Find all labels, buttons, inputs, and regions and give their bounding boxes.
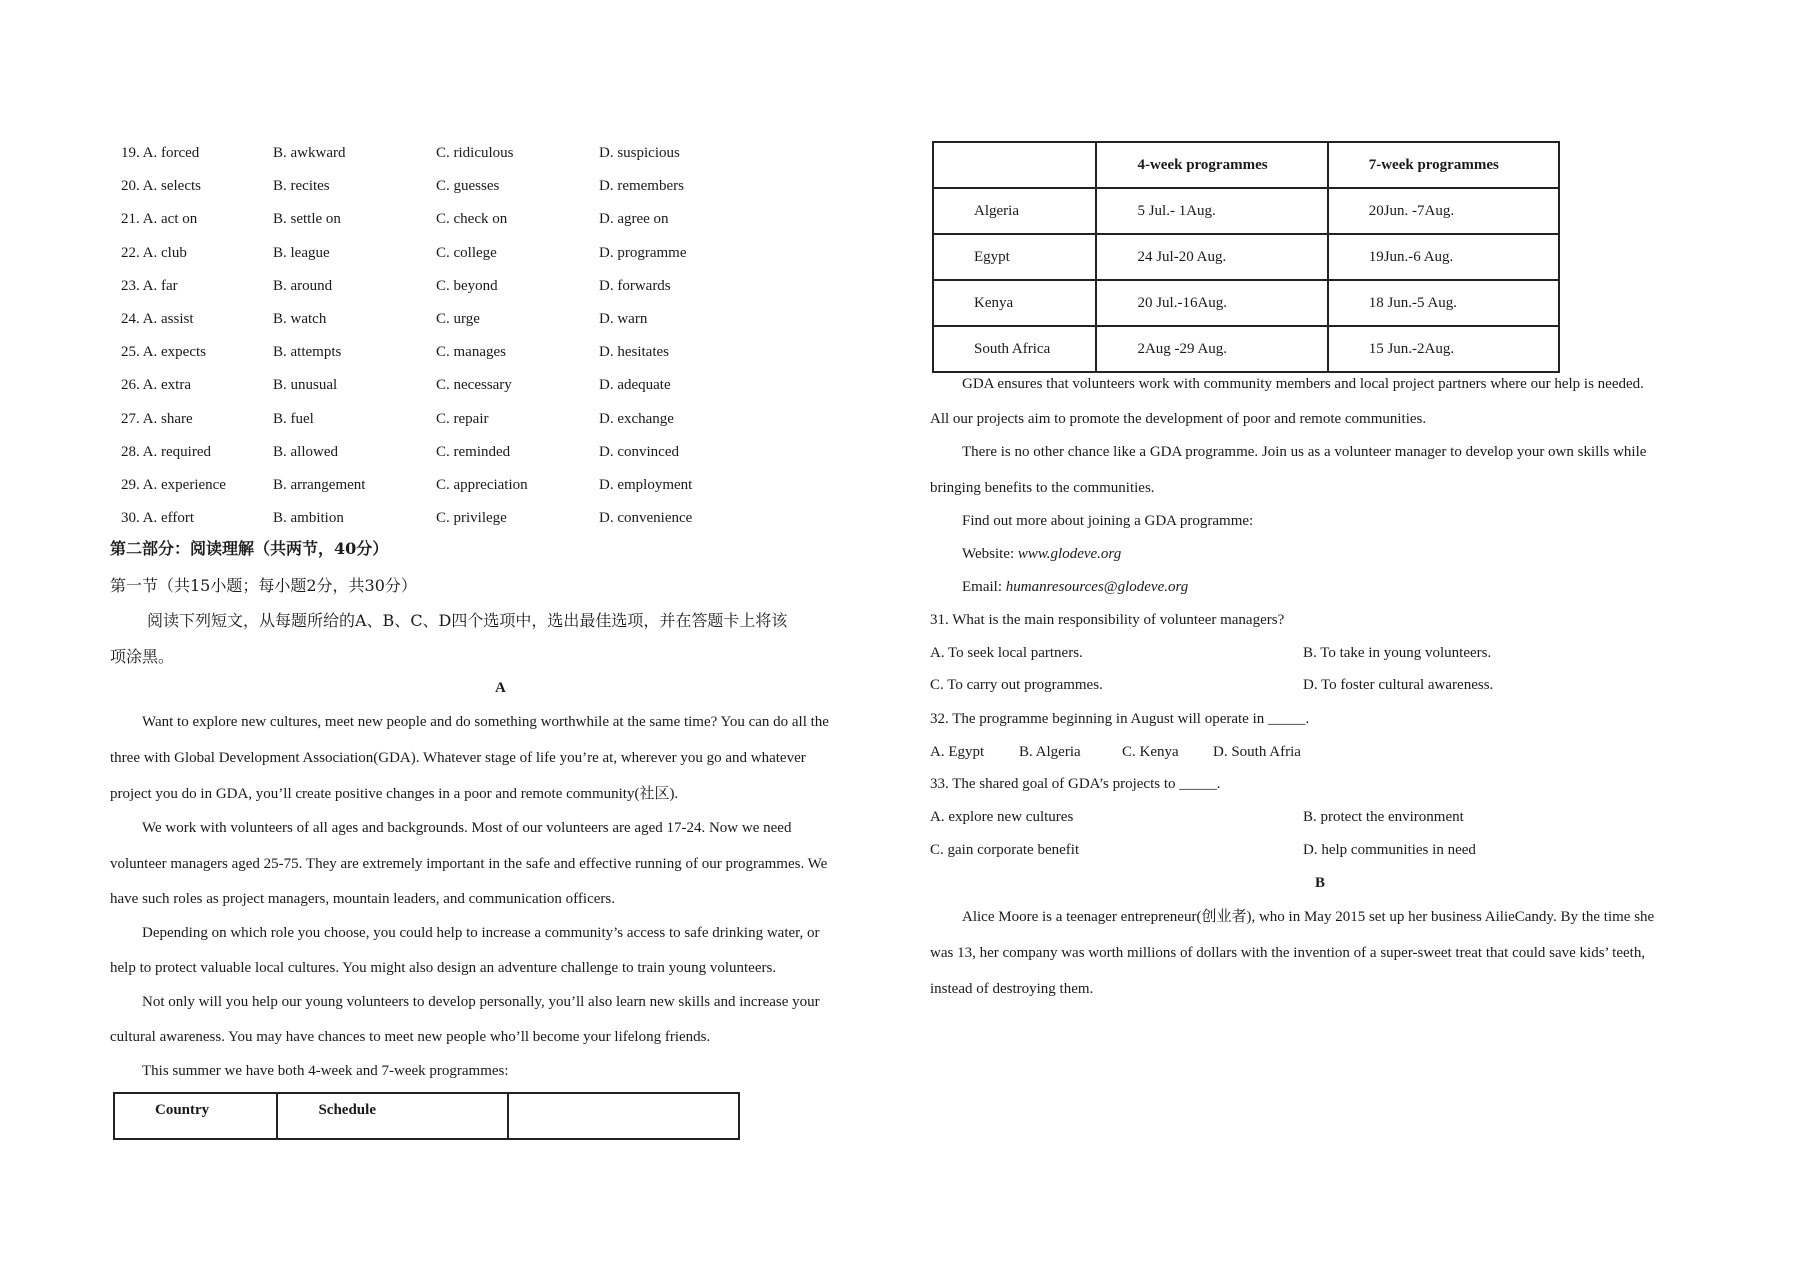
- question-31: 31. What is the main responsibility of volunteer managers?: [930, 612, 1285, 628]
- option-choice: D. adequate: [599, 377, 671, 394]
- option-choice: D. agree on: [599, 211, 669, 228]
- table-cell: Kenya: [933, 280, 1096, 326]
- table-row: [933, 326, 1559, 372]
- option-choice: C. college: [436, 244, 497, 261]
- option-row: [121, 270, 761, 303]
- q33-option-b: B. protect the environment: [1303, 809, 1464, 825]
- option-row: [121, 237, 761, 270]
- option-choice: B. ambition: [273, 510, 344, 527]
- table-header-cell: Country: [114, 1093, 277, 1139]
- option-row: [121, 170, 761, 203]
- question-32: 32. The programme beginning in August will operate in _____.: [930, 711, 1310, 727]
- option-choice: D. convenience: [599, 510, 693, 527]
- email-line: [962, 571, 1188, 604]
- option-choice: C. guesses: [436, 178, 500, 195]
- q31-option-c: C. To carry out programmes.: [930, 677, 1103, 693]
- passage-b-line: Alice Moore is a teenager entrepreneur(创业者), who in May 2015 set up her business AilieCandy. By the time she: [962, 909, 1655, 925]
- option-choice: 21. A. act on: [121, 211, 198, 228]
- q32-option-a: A. Egypt: [930, 744, 985, 760]
- table-cell: Algeria: [933, 188, 1096, 234]
- option-choice: C. manages: [436, 344, 506, 361]
- option-row: [121, 137, 761, 170]
- right-text-line: All our projects aim to promote the development of poor and remote communities.: [930, 411, 1427, 427]
- option-choice: D. employment: [599, 477, 693, 493]
- option-choice: C. check on: [436, 211, 508, 228]
- option-choice: B. around: [273, 277, 333, 294]
- right-text-line: GDA ensures that volunteers work with community members and local project partners where our help is needed.: [962, 376, 1644, 392]
- option-choice: D. convinced: [599, 443, 679, 460]
- schedule-table-header: [113, 1092, 740, 1140]
- option-choice: B. league: [273, 244, 330, 261]
- email-label: Email:: [962, 579, 1006, 595]
- table-row: [933, 280, 1559, 326]
- table-header-cell: 4-week programmes: [1096, 142, 1327, 188]
- option-row: [121, 369, 761, 402]
- option-choice: B. awkward: [273, 145, 346, 161]
- passage-a-line: have such roles as project managers, mountain leaders, and communication officers.: [110, 891, 615, 907]
- right-text-line: bringing benefits to the communities.: [930, 480, 1155, 496]
- passage-a-line: cultural awareness. You may have chances to meet new people who’ll become your lifelong friends.: [110, 1029, 711, 1045]
- option-choice: B. unusual: [273, 377, 338, 394]
- website-link[interactable]: www.glodeve.org: [1017, 546, 1122, 562]
- table-row: [933, 234, 1559, 280]
- passage-a-line: three with Global Development Association(GDA). Whatever stage of life you’re at, wherever you go and whatever: [110, 750, 806, 766]
- email-link[interactable]: humanresources@glodeve.org: [1005, 579, 1189, 595]
- option-choice: D. programme: [599, 244, 687, 261]
- q31-option-a: A. To seek local partners.: [930, 645, 1083, 661]
- option-choice: D. forwards: [599, 277, 671, 294]
- option-choice: B. fuel: [273, 410, 314, 427]
- section-title: 第二部分：阅读理解（共两节，40分）: [110, 539, 389, 558]
- table-row: [933, 188, 1559, 234]
- passage-b-label: B: [1315, 875, 1326, 891]
- q33-option-c: C. gain corporate benefit: [930, 842, 1080, 858]
- passage-a-line: This summer we have both 4-week and 7-week programmes:: [142, 1063, 509, 1079]
- option-choice: B. attempts: [273, 344, 342, 361]
- option-choice: D. remembers: [599, 178, 684, 195]
- passage-a-line: Depending on which role you choose, you could help to increase a community’s access to safe drinking water, or: [142, 925, 820, 941]
- option-row: [121, 436, 761, 469]
- option-choice: 24. A. assist: [121, 311, 194, 327]
- option-choice: B. watch: [273, 311, 327, 327]
- option-choice: 28. A. required: [121, 443, 211, 460]
- option-choice: C. appreciation: [436, 477, 528, 493]
- instruction-line-2: 项涂黑。: [110, 647, 175, 666]
- option-choice: C. beyond: [436, 277, 498, 294]
- option-choice: 22. A. club: [121, 244, 187, 261]
- table-header-cell: [933, 142, 1096, 188]
- table-cell: Egypt: [933, 234, 1096, 280]
- table-cell: 18 Jun.-5 Aug.: [1328, 280, 1559, 326]
- q32-option-d: D. South Afria: [1213, 744, 1301, 760]
- option-choice: D. warn: [599, 311, 648, 327]
- option-choice: 27. A. share: [121, 410, 193, 427]
- passage-a-line: project you do in GDA, you’ll create positive changes in a poor and remote community(社区).: [110, 786, 679, 802]
- question-33: 33. The shared goal of GDA’s projects to _____.: [930, 776, 1221, 792]
- table-cell: 20 Jul.-16Aug.: [1096, 280, 1327, 326]
- option-choice: C. reminded: [436, 443, 511, 460]
- option-choice: C. ridiculous: [436, 145, 514, 161]
- table-header-cell: 7-week programmes: [1328, 142, 1559, 188]
- q32-option-b: B. Algeria: [1019, 744, 1081, 760]
- option-choice: 19. A. forced: [121, 145, 200, 161]
- table-cell: 15 Jun.-2Aug.: [1328, 326, 1559, 372]
- schedule-table: [932, 141, 1560, 373]
- q31-option-d: D. To foster cultural awareness.: [1303, 677, 1494, 693]
- option-choice: B. settle on: [273, 211, 341, 228]
- instruction-line-1: 阅读下列短文，从每题所给的A、B、C、D四个选项中，选出最佳选项，并在答题卡上将该: [147, 611, 788, 630]
- option-choice: B. allowed: [273, 443, 338, 460]
- option-choice: D. suspicious: [599, 145, 680, 161]
- option-choice: C. urge: [436, 311, 480, 327]
- option-choice: 26. A. extra: [121, 377, 191, 394]
- right-text-line: There is no other chance like a GDA programme. Join us as a volunteer manager to develop your own skills while: [962, 444, 1647, 460]
- option-row: [121, 336, 761, 369]
- passage-b-line: instead of destroying them.: [930, 981, 1094, 997]
- option-choice: 30. A. effort: [121, 510, 195, 527]
- section-subtitle: 第一节（共15小题；每小题2分，共30分）: [110, 576, 417, 595]
- option-choice: D. hesitates: [599, 344, 669, 361]
- q33-option-a: A. explore new cultures: [930, 809, 1074, 825]
- table-header-cell: Schedule: [277, 1093, 508, 1139]
- passage-a-label: A: [495, 680, 506, 696]
- table-header-cell: [508, 1093, 739, 1139]
- option-choice: 29. A. experience: [121, 477, 226, 493]
- option-row: [121, 469, 761, 502]
- find-out-more: Find out more about joining a GDA programme:: [962, 513, 1254, 529]
- option-choice: 20. A. selects: [121, 178, 201, 195]
- passage-a-line: Not only will you help our young volunteers to develop personally, you’ll also learn new skills and increase your: [142, 994, 820, 1010]
- option-row: [121, 502, 761, 535]
- passage-b-line: was 13, her company was worth millions of dollars with the invention of a super-sweet treat that could save kids’ teeth,: [930, 945, 1646, 961]
- table-cell: 19Jun.-6 Aug.: [1328, 234, 1559, 280]
- option-choice: C. necessary: [436, 377, 512, 394]
- website-label: Website:: [962, 546, 1018, 562]
- option-choice: B. recites: [273, 178, 330, 195]
- option-choice: C. repair: [436, 410, 489, 427]
- passage-a-line: help to protect valuable local cultures. You might also design an adventure challenge to train young volunteers.: [110, 960, 777, 976]
- q31-option-b: B. To take in young volunteers.: [1303, 645, 1492, 661]
- option-choice: C. privilege: [436, 510, 507, 527]
- table-cell: 20Jun. -7Aug.: [1328, 188, 1559, 234]
- table-cell: 24 Jul-20 Aug.: [1096, 234, 1327, 280]
- passage-a-line: volunteer managers aged 25-75. They are extremely important in the safe and effective running of our programmes. We: [110, 856, 828, 872]
- option-choice: 25. A. expects: [121, 344, 206, 361]
- website-line: [962, 538, 1121, 571]
- option-row: [121, 403, 761, 436]
- table-cell: 5 Jul.- 1Aug.: [1096, 188, 1327, 234]
- passage-a-line: We work with volunteers of all ages and backgrounds. Most of our volunteers are aged 17-24. Now we need: [142, 820, 792, 836]
- option-choice: 23. A. far: [121, 277, 178, 294]
- q32-option-c: C. Kenya: [1122, 744, 1179, 760]
- table-cell: 2Aug -29 Aug.: [1096, 326, 1327, 372]
- q33-option-d: D. help communities in need: [1303, 842, 1476, 858]
- table-cell: South Africa: [933, 326, 1096, 372]
- option-choice: B. arrangement: [273, 477, 366, 493]
- option-row: [121, 303, 761, 336]
- passage-a-line: Want to explore new cultures, meet new people and do something worthwhile at the same time? You can do all the: [142, 714, 829, 730]
- option-row: [121, 203, 761, 236]
- option-choice: D. exchange: [599, 410, 674, 427]
